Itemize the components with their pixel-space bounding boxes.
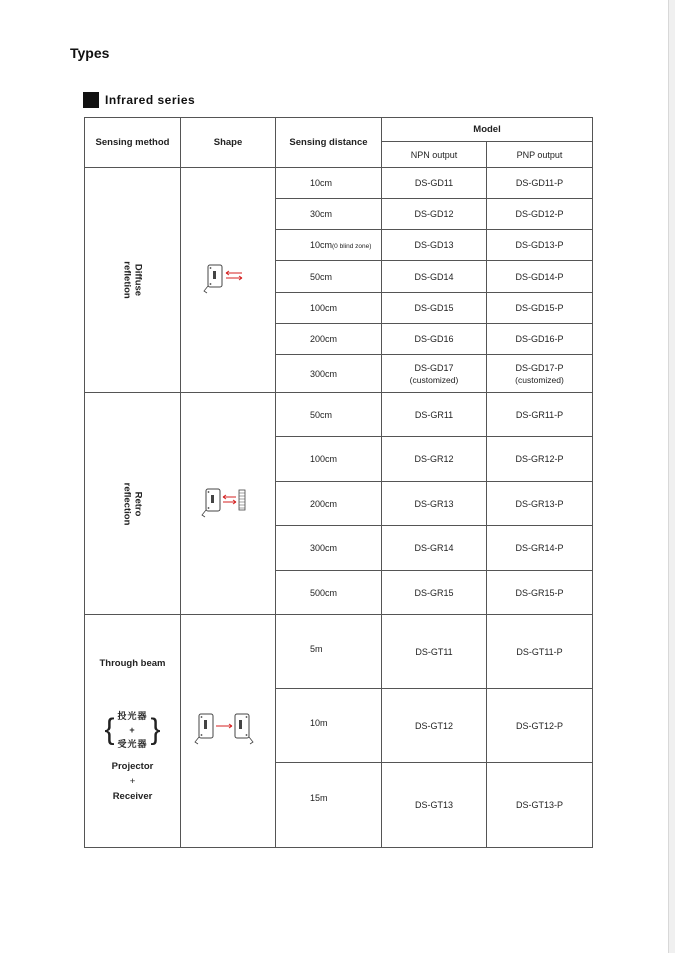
section-header [83,91,195,109]
method-diffuse [85,168,181,393]
npn-model-cell: DS-GR11 [382,393,487,437]
en-projector-label: Projector [111,761,154,772]
sensing-distance-cell: 10cm [276,168,382,199]
shape-retro [181,393,276,615]
npn-model-cell: (customized) [409,374,459,385]
pnp-model-cell: DS-GD17-P [515,362,564,373]
method-retro-line1: Retro [132,491,144,516]
header-npn-output: NPN output [382,142,487,168]
section-marker-icon [83,92,99,108]
table-cell [487,355,593,393]
method-diffuse-line2: refletion [121,261,133,299]
shape-through-beam [181,615,276,848]
sensing-distance-cell: 300cm [276,526,382,571]
cn-plus: + [129,725,136,735]
sensing-distance-cell: 15m [276,763,382,848]
sensing-distance-cell: 500cm [276,571,382,615]
cn-receiver-label: 受光器 [117,739,148,749]
npn-model-cell: DS-GD15 [382,293,487,324]
npn-model-cell: DS-GD13 [382,230,487,261]
npn-model-cell: DS-GT13 [382,763,487,848]
npn-model-cell: DS-GR15 [382,571,487,615]
sensing-distance-cell: 100cm [276,437,382,482]
pnp-model-cell: (customized) [515,374,564,385]
npn-model-cell: DS-GT12 [382,689,487,763]
shape-diffuse [181,168,276,393]
header-pnp-output: PNP output [487,142,593,168]
sensing-distance-cell: 200cm [276,324,382,355]
pnp-model-cell: DS-GD14-P [487,261,593,293]
pnp-model-cell: DS-GR14-P [487,526,593,571]
pnp-model-cell: DS-GR12-P [487,437,593,482]
section-title: Infrared series [105,93,196,107]
header-sensing-distance: Sensing distance [276,118,382,168]
method-through-beam [85,615,181,848]
diffuse-sensor-icon [202,259,254,299]
pnp-model-cell: DS-GT12-P [487,689,593,763]
table-row [85,393,593,437]
header-sensing-method: Sensing method [85,118,181,168]
distance-note: (0 blind zone) [332,243,372,250]
npn-model-cell: DS-GT11 [382,615,487,689]
header-model: Model [382,118,593,142]
pnp-model-cell: DS-GT11-P [487,615,593,689]
pnp-model-cell: DS-GR11-P [487,393,593,437]
table-cell [276,230,382,261]
table-row [85,615,593,689]
through-beam-label: Through beam [99,658,166,669]
en-plus: + [129,776,136,787]
pnp-model-cell: DS-GT13-P [487,763,593,848]
cn-projector-label: 投光器 [117,711,148,721]
pnp-model-cell: DS-GD15-P [487,293,593,324]
types-table [84,117,593,848]
sensing-distance-cell: 50cm [276,393,382,437]
pnp-model-cell: DS-GD13-P [487,230,593,261]
pnp-model-cell: DS-GD12-P [487,199,593,230]
table-row [85,168,593,199]
sensing-distance-cell: 300cm [276,355,382,393]
table-cell-text: 10cm [310,240,333,250]
pnp-model-cell: DS-GD16-P [487,324,593,355]
pnp-model-cell: DS-GR15-P [487,571,593,615]
pnp-model-cell: DS-GR13-P [487,482,593,526]
left-brace-icon: { [104,713,115,746]
pnp-model-cell: DS-GD11-P [487,168,593,199]
scrollbar-track[interactable] [668,0,675,953]
sensing-distance-cell: 30cm [276,199,382,230]
right-brace-icon: } [150,713,161,746]
npn-model-cell: DS-GD11 [382,168,487,199]
sensing-distance-cell: 50cm [276,261,382,293]
page-title: Types [70,45,110,61]
header-shape: Shape [181,118,276,168]
npn-model-cell: DS-GD12 [382,199,487,230]
npn-model-cell: DS-GD17 [414,362,454,373]
sensing-distance-cell: 5m [276,615,382,689]
npn-model-cell: DS-GD16 [382,324,487,355]
method-diffuse-line1: Diffuse [132,263,144,297]
sensing-distance-cell: 200cm [276,482,382,526]
npn-model-cell: DS-GR14 [382,526,487,571]
table-cell [382,355,487,393]
method-retro [85,393,181,615]
npn-model-cell: DS-GR13 [382,482,487,526]
sensing-distance-cell: 10m [276,689,382,763]
through-beam-sensor-icon [193,708,263,752]
en-receiver-label: Receiver [112,791,153,802]
npn-model-cell: DS-GD14 [382,261,487,293]
sensing-distance-cell: 100cm [276,293,382,324]
method-retro-line2: reflection [121,482,133,525]
npn-model-cell: DS-GR12 [382,437,487,482]
retro-reflector-sensor-icon [200,483,256,523]
